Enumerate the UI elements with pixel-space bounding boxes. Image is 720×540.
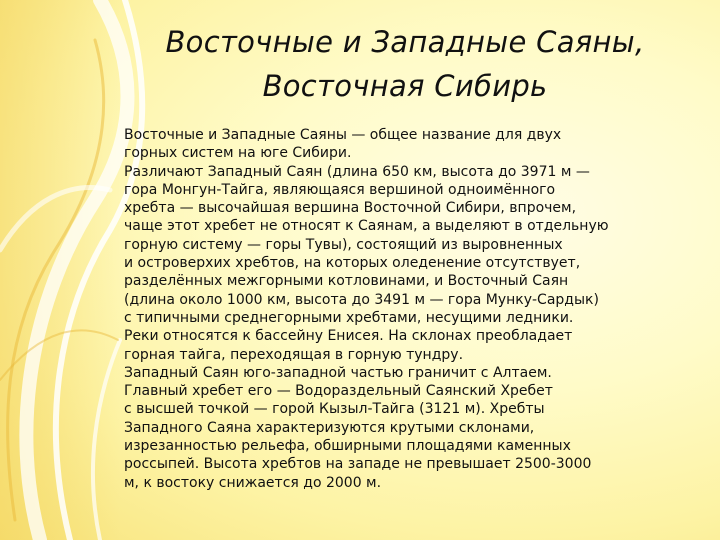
body-line: хребта — высочайшая вершина Восточной Сибири, впрочем, xyxy=(124,200,577,217)
slide-title xyxy=(110,20,700,108)
body-line: горная тайга, переходящая в горную тундру. xyxy=(124,346,464,363)
body-line: Главный хребет его — Водораздельный Саянский Хребет xyxy=(124,383,553,400)
body-line: изрезанностью рельефа, обширными площадями каменных xyxy=(124,438,571,455)
title-line-2: Восточная Сибирь xyxy=(262,69,548,103)
body-line: чаще этот хребет не относят к Саянам, а выделяют в отдельную xyxy=(124,218,609,235)
body-line: с высшей точкой — горой Кызыл-Тайга (3121 м). Хребты xyxy=(124,401,545,418)
body-line: и островерхих хребтов, на которых оледенение отсутствует, xyxy=(124,255,581,272)
body-line: горную систему — горы Тувы), состоящий из выровненных xyxy=(124,236,563,253)
body-line: (длина около 1000 км, высота до 3491 м — гора Мунку-Сардык) xyxy=(124,291,599,308)
slide-body-text xyxy=(124,126,694,492)
body-line: м, к востоку снижается до 2000 м. xyxy=(124,474,382,491)
title-line-1: Восточные и Западные Саяны, xyxy=(165,25,645,59)
body-line: гора Монгун-Тайга, являющаяся вершиной одноимённого xyxy=(124,181,556,198)
body-line: горных систем на юге Сибири. xyxy=(124,145,352,162)
body-line: россыпей. Высота хребтов на западе не превышает 2500-3000 xyxy=(124,456,592,473)
body-line: Различают Западный Саян (длина 650 км, высота до 3971 м — xyxy=(124,163,590,180)
body-line: Восточные и Западные Саяны — общее название для двух xyxy=(124,127,562,143)
body-line: с типичными среднегорными хребтами, несущими ледники. xyxy=(124,309,574,326)
body-line: разделённых межгорными котловинами, и Восточный Саян xyxy=(124,273,569,290)
body-line: Реки относятся к бассейну Енисея. На склонах преобладает xyxy=(124,328,573,345)
body-line: Западный Саян юго-западной частью граничит с Алтаем. xyxy=(124,364,552,381)
body-line: Западного Саяна характеризуются крутыми склонами, xyxy=(124,419,535,436)
